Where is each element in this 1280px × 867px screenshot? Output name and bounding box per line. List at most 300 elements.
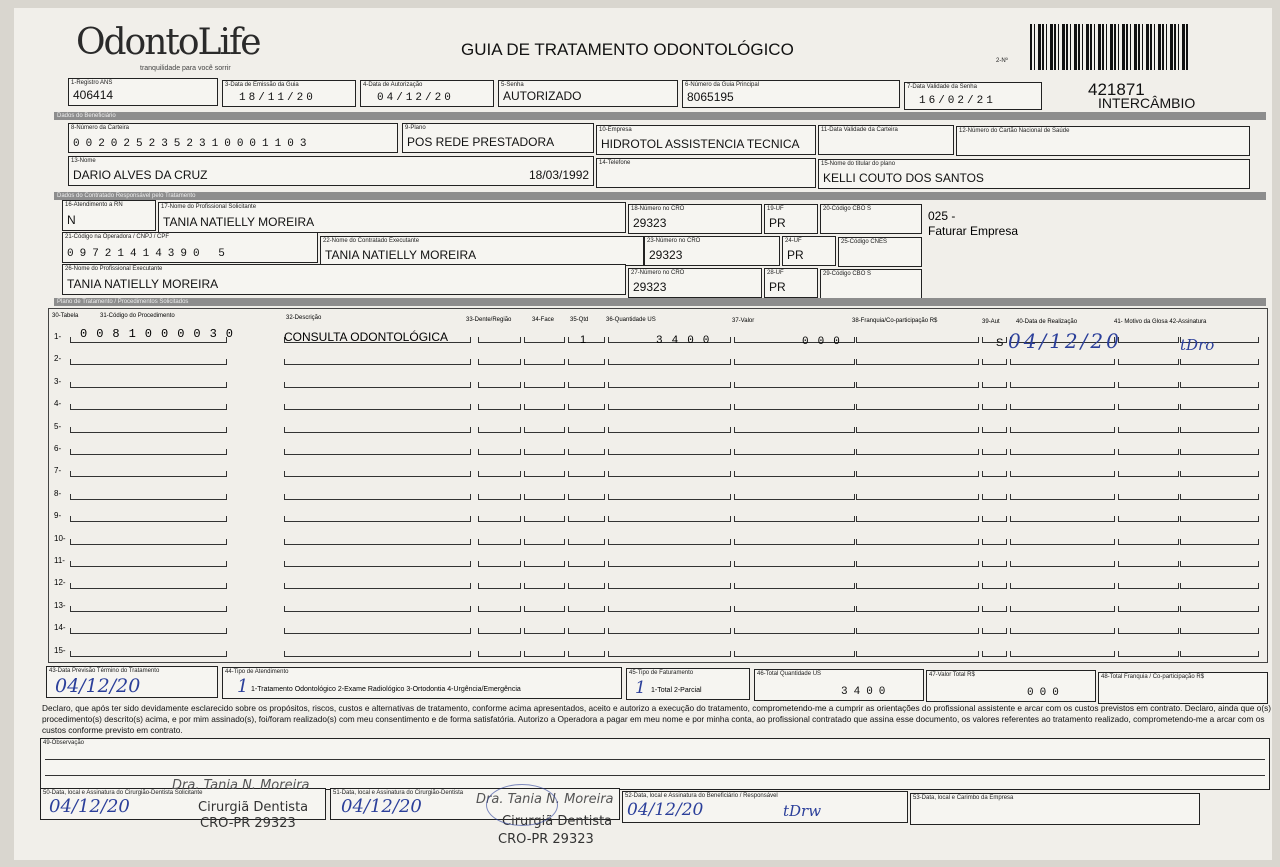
row-field-tick [978, 583, 979, 589]
row-field-tick [854, 583, 855, 589]
row-field-tick [524, 449, 525, 455]
row-field-tick [1010, 561, 1011, 567]
section-plano: Plano de Tratamento / Procedimentos Solicitados [54, 298, 1266, 306]
row-field-line [1010, 364, 1114, 365]
row-field-tick [982, 606, 983, 612]
row-field-tick [856, 404, 857, 410]
row-field-tick [1258, 494, 1259, 500]
row-field-tick [1006, 628, 1007, 634]
row-field-tick [564, 337, 565, 343]
row-field-line [608, 387, 730, 388]
row-field-tick [604, 359, 605, 365]
row-field-tick [608, 561, 609, 567]
birth-date: 18/03/1992 [529, 168, 590, 182]
row-field-line [734, 364, 854, 365]
row-field-tick [734, 337, 735, 343]
row-number: 3- [54, 376, 62, 386]
field-data-emissao: 3-Data de Emissão da Guia 18/11/20 [222, 80, 356, 107]
row-field-line [478, 342, 520, 343]
field-tipo-faturamento: 45-Tipo de Faturamento 1 1-Total 2-Parcial [626, 668, 750, 700]
row-field-tick [1118, 583, 1119, 589]
row-field-tick [856, 516, 857, 522]
row-field-line [734, 544, 854, 545]
row-field-line [608, 611, 730, 612]
row-number: 5- [54, 421, 62, 431]
row-number: 4- [54, 399, 62, 409]
row-field-tick [524, 471, 525, 477]
row-field-tick [608, 583, 609, 589]
row-field-line [608, 364, 730, 365]
row-field-line [478, 454, 520, 455]
row-field-tick [856, 359, 857, 365]
row-field-line [1010, 656, 1114, 657]
row-field-tick [470, 561, 471, 567]
row-field-tick [478, 449, 479, 455]
row-field-tick [284, 449, 285, 455]
field-assinatura-cirurgiao: 51-Data, local e Assinatura do Cirurgião-Dentista 04/12/20 [330, 788, 620, 820]
row-field-line [70, 611, 226, 612]
row-field-tick [854, 516, 855, 522]
assinatura-beneficiario-signature: tDrw [783, 802, 822, 820]
field-carimbo-empresa: 53-Data, local e Carimbo da Empresa [910, 793, 1200, 825]
row-field-tick [978, 516, 979, 522]
assinatura-cirurgiao-date: 04/12/20 [341, 796, 422, 817]
row-field-tick [70, 516, 71, 522]
uf-24-value: PR [787, 248, 804, 262]
row-field-tick [978, 651, 979, 657]
row-field-tick [70, 561, 71, 567]
row-field-tick [1118, 359, 1119, 365]
row-field-line [1010, 566, 1114, 567]
row-field-tick [1180, 382, 1181, 388]
row-field-tick [520, 628, 521, 634]
row-field-line [982, 476, 1006, 477]
row-field-line [478, 588, 520, 589]
row-field-line [478, 521, 520, 522]
row-field-line [734, 633, 854, 634]
row-field-line [524, 409, 564, 410]
codigo-operadora-value: 09721414390 5 [67, 248, 231, 260]
row-field-tick [856, 539, 857, 545]
row-field-tick [524, 359, 525, 365]
carteira-value: 0020252352310001103 [73, 138, 313, 150]
row-field-line [608, 588, 730, 589]
row1-us: 3400 [656, 335, 719, 347]
row-field-tick [1006, 606, 1007, 612]
data-autorizacao-value: 04/12/20 [377, 92, 454, 104]
row-field-tick [604, 404, 605, 410]
row-field-tick [856, 382, 857, 388]
tipo-atendimento-options: 1-Tratamento Odontológico 2-Exame Radiológico 3-Ortodontia 4-Urgência/Emergência [251, 686, 521, 693]
row-field-tick [70, 359, 71, 365]
row-field-line [982, 364, 1006, 365]
row-field-line [608, 566, 730, 567]
row-field-line [856, 656, 978, 657]
row-field-tick [470, 337, 471, 343]
row-field-tick [70, 449, 71, 455]
field-cro-27: 27-Número no CRO 29323 [628, 268, 762, 298]
row-field-tick [854, 628, 855, 634]
row-field-line [734, 409, 854, 410]
row-field-tick [608, 606, 609, 612]
row-field-line [478, 499, 520, 500]
field-profissional-executante: 26-Nome do Profissional Executante TANIA NATIELLY MOREIRA [62, 264, 626, 295]
row-field-tick [1010, 516, 1011, 522]
logo-text: OdontoLife [76, 22, 260, 63]
row-field-tick [730, 359, 731, 365]
row-field-tick [1010, 651, 1011, 657]
row1-qtd: 1 [580, 334, 587, 346]
guide-number: 421871 [1088, 80, 1145, 99]
row-field-tick [982, 651, 983, 657]
row-field-tick [1180, 494, 1181, 500]
row-field-tick [608, 382, 609, 388]
row-field-tick [70, 583, 71, 589]
row-field-tick [734, 651, 735, 657]
row-field-tick [520, 382, 521, 388]
field-cartao-nacional: 12-Número do Cartão Nacional de Saúde [956, 126, 1250, 156]
row-field-tick [226, 539, 227, 545]
empresa-value: HIDROTOL ASSISTENCIA TECNICA [601, 137, 800, 151]
row-field-line [982, 633, 1006, 634]
row-field-tick [734, 583, 735, 589]
row-field-tick [982, 449, 983, 455]
row-field-tick [734, 628, 735, 634]
row-field-tick [1118, 516, 1119, 522]
field-contratado-executante: 22-Nome do Contratado Executante TANIA NATIELLY MOREIRA [320, 236, 644, 266]
row-field-tick [478, 561, 479, 567]
row-field-tick [478, 628, 479, 634]
row-field-line [1010, 432, 1114, 433]
row-number: 10- [54, 533, 66, 543]
plano-value: POS REDE PRESTADORA [407, 135, 555, 149]
row-field-tick [70, 404, 71, 410]
row-field-tick [524, 516, 525, 522]
row-field-tick [978, 561, 979, 567]
cbo-note-billing: Faturar Empresa [928, 224, 1019, 238]
row-field-tick [478, 583, 479, 589]
valor-total-value: 000 [1027, 687, 1065, 699]
row-field-line [856, 633, 978, 634]
row-field-line [734, 432, 854, 433]
row1-date: 04/12/20 [1008, 329, 1122, 353]
row-field-tick [982, 561, 983, 567]
row-field-tick [568, 337, 569, 343]
row-field-tick [856, 427, 857, 433]
row-field-line [856, 521, 978, 522]
row-field-line [734, 499, 854, 500]
hdr-glosa-assinatura: 41- Motivo da Glosa 42-Assinatura [1114, 319, 1207, 325]
row-field-line [568, 566, 604, 567]
row-field-tick [1006, 359, 1007, 365]
row-field-line [1180, 611, 1258, 612]
row-field-line [524, 342, 564, 343]
copy-label: 2-Nº [996, 58, 1008, 64]
row-field-tick [470, 427, 471, 433]
row-field-line [524, 499, 564, 500]
field-cnes: 25-Código CNES [838, 237, 922, 267]
row-field-line [478, 633, 520, 634]
contratado-executante-value: TANIA NATIELLY MOREIRA [325, 248, 477, 262]
row-field-tick [70, 651, 71, 657]
row-field-line [856, 566, 978, 567]
hdr-franquia: 38-Franquia/Co-participação R$ [852, 318, 938, 324]
row-number: 7- [54, 466, 62, 476]
row-field-tick [70, 628, 71, 634]
row-field-tick [608, 449, 609, 455]
row-field-line [524, 454, 564, 455]
row-field-line [982, 387, 1006, 388]
row-field-tick [568, 606, 569, 612]
row-field-line [734, 588, 854, 589]
row-field-tick [1114, 359, 1115, 365]
row-number: 1- [54, 332, 62, 341]
row-field-tick [1258, 427, 1259, 433]
row-field-tick [734, 516, 735, 522]
row-field-tick [520, 516, 521, 522]
stamp-2-role: Cirurgiã Dentista [502, 814, 613, 829]
field-total-us: 46-Total Quantidade US 3400 [754, 669, 924, 701]
row-field-tick [226, 449, 227, 455]
cro-18-value: 29323 [633, 216, 667, 230]
row-field-tick [604, 539, 605, 545]
row-field-tick [284, 516, 285, 522]
row-field-line [856, 588, 978, 589]
row-field-tick [524, 382, 525, 388]
row-field-line [1010, 476, 1114, 477]
row-field-tick [1118, 561, 1119, 567]
row-field-tick [520, 561, 521, 567]
row-field-tick [854, 427, 855, 433]
row-field-tick [478, 651, 479, 657]
row-field-line [1118, 633, 1178, 634]
row-field-tick [70, 337, 71, 343]
row-field-tick [524, 427, 525, 433]
row-field-line [1118, 544, 1178, 545]
row-field-tick [854, 494, 855, 500]
row-field-tick [978, 359, 979, 365]
row-field-line [734, 656, 854, 657]
row-field-tick [284, 404, 285, 410]
row-field-line [70, 521, 226, 522]
row-field-line [608, 409, 730, 410]
row-field-line [608, 432, 730, 433]
row-field-line [70, 454, 226, 455]
row-field-line [856, 432, 978, 433]
tipo-faturamento-options: 1-Total 2-Parcial [651, 687, 702, 694]
row-field-tick [568, 583, 569, 589]
row-field-tick [478, 606, 479, 612]
row-field-tick [608, 404, 609, 410]
row-field-tick [568, 359, 569, 365]
row-field-line [524, 387, 564, 388]
row-field-line [1118, 499, 1178, 500]
row-field-line [568, 387, 604, 388]
row-field-tick [856, 628, 857, 634]
stamp-1-cro: CRO-PR 29323 [200, 816, 296, 831]
field-cbo-29: 29-Código CBO S [820, 269, 922, 299]
row-field-tick [1114, 628, 1115, 634]
row-field-tick [978, 539, 979, 545]
row-field-tick [1180, 516, 1181, 522]
senha-value: AUTORIZADO [503, 89, 582, 103]
row-field-tick [284, 583, 285, 589]
row-field-tick [226, 516, 227, 522]
row-field-tick [520, 337, 521, 343]
row-field-tick [568, 516, 569, 522]
row-field-tick [856, 606, 857, 612]
row-field-tick [1114, 561, 1115, 567]
section-beneficiario: Dados do Beneficiário [54, 112, 1266, 120]
row-field-tick [982, 583, 983, 589]
row-field-tick [730, 628, 731, 634]
row-field-tick [982, 359, 983, 365]
row-field-tick [1010, 427, 1011, 433]
signature-scribble [486, 784, 558, 826]
uf-19-value: PR [769, 216, 786, 230]
row-field-line [478, 566, 520, 567]
row-field-tick [1006, 539, 1007, 545]
row-field-tick [604, 628, 605, 634]
row-field-tick [1178, 471, 1179, 477]
row-field-tick [1178, 539, 1179, 545]
row-field-line [70, 588, 226, 589]
assinatura-beneficiario-date: 04/12/20 [627, 800, 704, 820]
hdr-qtd: 35-Qtd [570, 317, 589, 323]
row-field-tick [520, 651, 521, 657]
row-field-tick [730, 494, 731, 500]
row-field-line [284, 454, 470, 455]
row-field-tick [564, 561, 565, 567]
row-number: 6- [54, 444, 62, 453]
row-field-line [70, 499, 226, 500]
row-field-tick [1258, 449, 1259, 455]
row-field-tick [978, 382, 979, 388]
row-field-tick [854, 471, 855, 477]
row-field-tick [284, 494, 285, 500]
row-field-tick [478, 404, 479, 410]
row-field-line [608, 476, 730, 477]
row-field-tick [520, 583, 521, 589]
hdr-descricao: 32-Descrição [286, 315, 322, 321]
row-field-tick [1258, 359, 1259, 365]
row-field-tick [1178, 628, 1179, 634]
row-field-line [1180, 544, 1258, 545]
row-field-tick [730, 516, 731, 522]
row-field-tick [1258, 337, 1259, 343]
row-field-tick [982, 471, 983, 477]
row-field-tick [564, 651, 565, 657]
row-field-tick [1114, 449, 1115, 455]
row-field-line [568, 521, 604, 522]
row-field-tick [604, 516, 605, 522]
row-field-line [568, 409, 604, 410]
row-field-line [284, 544, 470, 545]
row-field-line [982, 588, 1006, 589]
row-field-tick [470, 382, 471, 388]
row-field-line [1180, 499, 1258, 500]
row-field-tick [226, 427, 227, 433]
row-field-line [568, 588, 604, 589]
row-field-line [856, 387, 978, 388]
row-field-tick [856, 561, 857, 567]
row-field-tick [1178, 651, 1179, 657]
row-field-tick [856, 449, 857, 455]
hdr-dente: 33-Dente/Região [466, 317, 512, 323]
row-field-tick [978, 427, 979, 433]
hdr-tabela: 30-Tabela [52, 313, 79, 319]
row-field-tick [608, 359, 609, 365]
row-field-tick [734, 606, 735, 612]
row-field-tick [608, 337, 609, 343]
row-field-tick [1178, 606, 1179, 612]
field-cro-18: 18-Número no CRO 29323 [628, 204, 762, 234]
row-field-tick [604, 494, 605, 500]
row-field-line [70, 656, 226, 657]
row-field-tick [734, 471, 735, 477]
row-field-line [284, 521, 470, 522]
row-field-line [1118, 611, 1178, 612]
row-field-line [568, 611, 604, 612]
row-field-tick [1006, 404, 1007, 410]
row-field-tick [1006, 561, 1007, 567]
field-nome: 13-Nome DARIO ALVES DA CRUZ 18/03/1992 [68, 156, 594, 186]
row-field-tick [1114, 583, 1115, 589]
row-field-tick [568, 404, 569, 410]
row-field-line [524, 611, 564, 612]
row-field-tick [1118, 628, 1119, 634]
row1-signature: tDro [1180, 336, 1215, 354]
row-field-tick [856, 494, 857, 500]
field-titular: 15-Nome do titular do plano KELLI COUTO DOS SANTOS [818, 159, 1250, 189]
hdr-us: 36-Quantidade US [606, 317, 656, 323]
row1-description: CONSULTA ODONTOLÓGICA [284, 330, 449, 344]
row-field-line [1180, 432, 1258, 433]
row-field-tick [478, 359, 479, 365]
field-observacao: 49-Observação [40, 738, 1270, 790]
row-field-tick [734, 449, 735, 455]
row-field-tick [1114, 539, 1115, 545]
row-field-line [1118, 342, 1178, 343]
row-field-line [70, 566, 226, 567]
row-field-tick [1258, 583, 1259, 589]
row-field-line [982, 656, 1006, 657]
row-field-tick [608, 539, 609, 545]
field-tipo-atendimento: 44-Tipo de Atendimento 1 1-Tratamento Odontológico 2-Exame Radiológico 3-Ortodontia 4-Urgência/Emergência [222, 667, 622, 699]
row-field-line [524, 588, 564, 589]
row-field-tick [856, 583, 857, 589]
row-field-tick [1006, 516, 1007, 522]
field-valor-total: 47-Valor Total R$ 000 [926, 670, 1096, 702]
row-field-tick [470, 628, 471, 634]
row-field-tick [608, 516, 609, 522]
row-field-tick [284, 628, 285, 634]
row-field-tick [470, 651, 471, 657]
row-field-line [1010, 454, 1114, 455]
row-field-tick [524, 494, 525, 500]
row-field-tick [1114, 516, 1115, 522]
row-field-tick [284, 359, 285, 365]
row-field-line [856, 342, 978, 343]
cro-27-value: 29323 [633, 280, 667, 294]
row-field-line [284, 432, 470, 433]
row-field-tick [478, 539, 479, 545]
row-field-tick [1180, 583, 1181, 589]
row-field-tick [568, 382, 569, 388]
row-field-tick [1118, 427, 1119, 433]
row-field-tick [564, 606, 565, 612]
row-field-line [478, 476, 520, 477]
